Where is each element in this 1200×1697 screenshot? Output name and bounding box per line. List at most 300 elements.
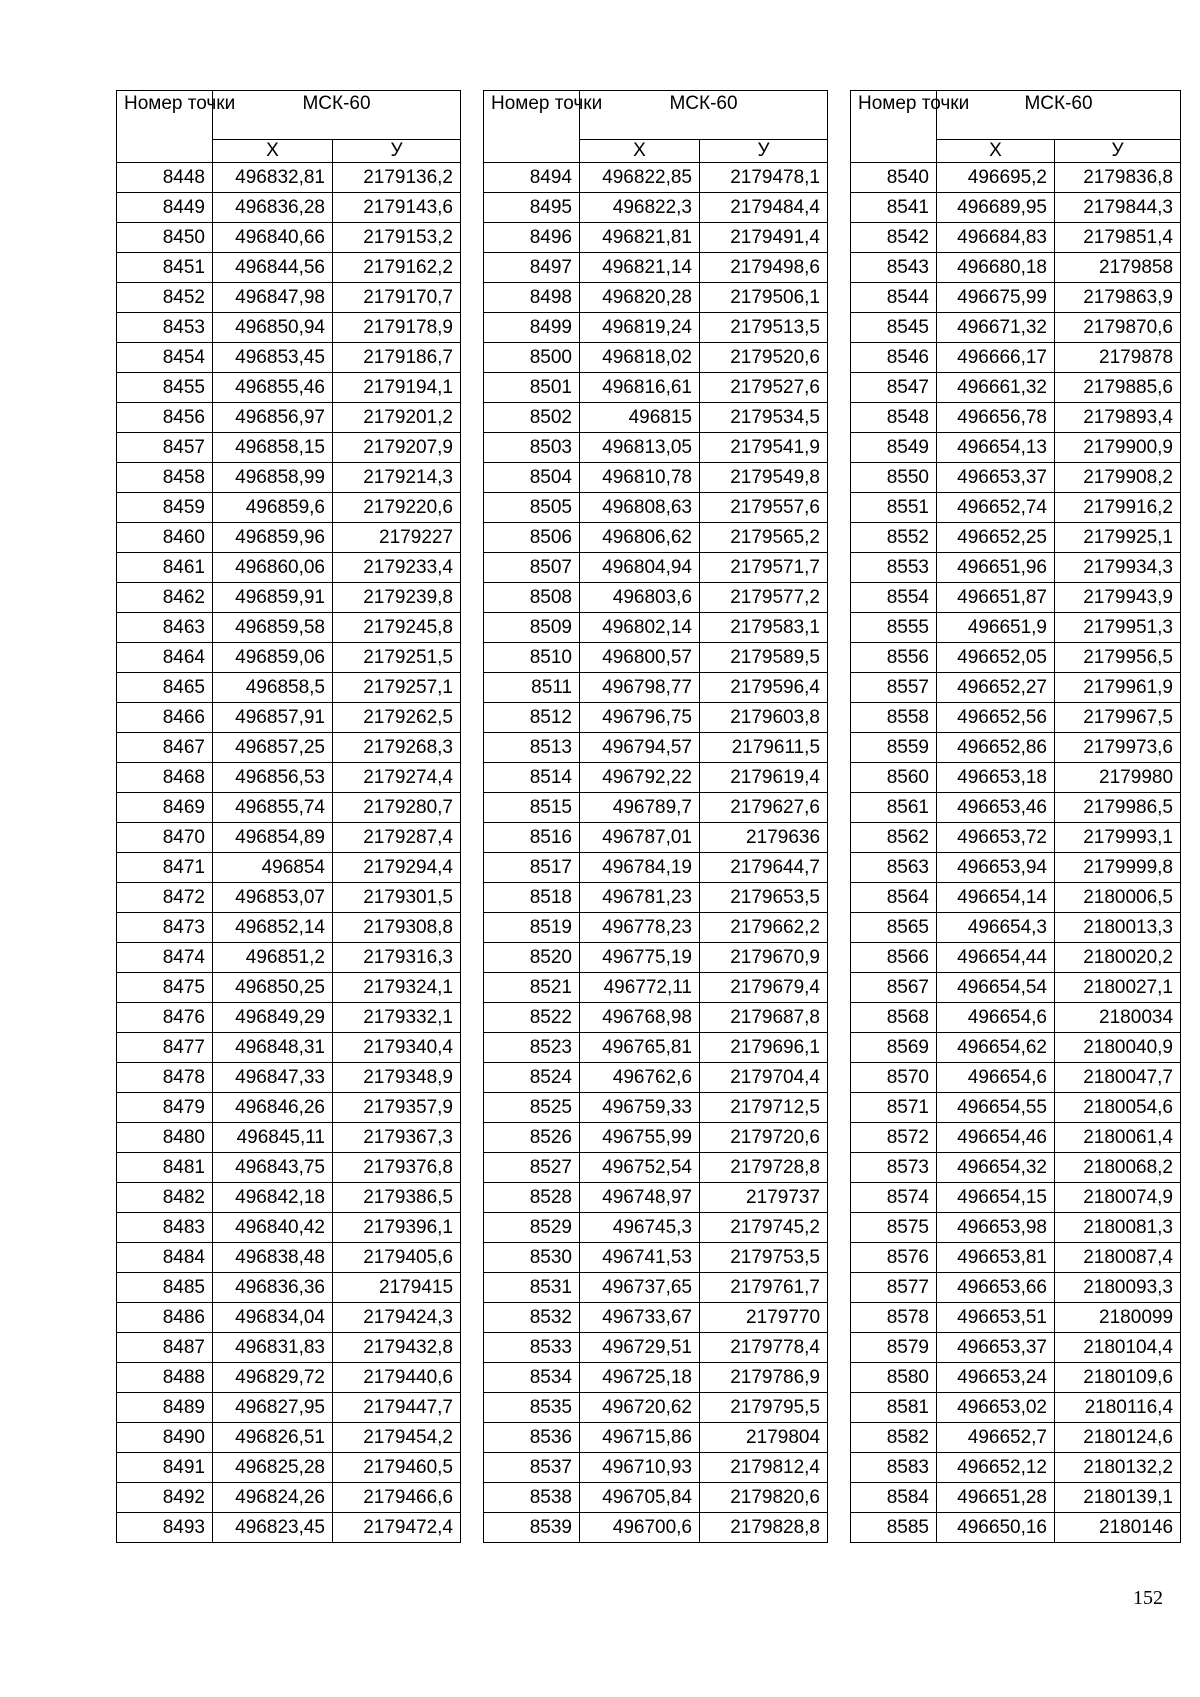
y-coordinate-cell: 2179332,1: [333, 1003, 461, 1033]
point-number-cell: 8480: [117, 1123, 213, 1153]
table-row: [851, 553, 1181, 583]
point-number-cell: 8565: [851, 913, 937, 943]
y-coordinate-cell: 2179170,7: [333, 283, 461, 313]
coordinates-table-1: [116, 90, 461, 1543]
x-coordinate-cell: 496843,75: [213, 1153, 333, 1183]
point-number-cell: 8473: [117, 913, 213, 943]
x-coordinate-cell: 496800,57: [580, 643, 700, 673]
table-row: [117, 1183, 461, 1213]
x-coordinate-cell: 496816,61: [580, 373, 700, 403]
point-number-cell: 8482: [117, 1183, 213, 1213]
point-number-cell: 8545: [851, 313, 937, 343]
table-row: [117, 193, 461, 223]
x-coordinate-cell: 496827,95: [213, 1393, 333, 1423]
y-coordinate-cell: 2179178,9: [333, 313, 461, 343]
point-number-cell: 8579: [851, 1333, 937, 1363]
x-coordinate-cell: 496652,12: [937, 1453, 1055, 1483]
y-coordinate-cell: 2180087,4: [1055, 1243, 1181, 1273]
y-coordinate-cell: 2179858: [1055, 253, 1181, 283]
y-coordinate-cell: 2180081,3: [1055, 1213, 1181, 1243]
x-coordinate-cell: 496858,15: [213, 433, 333, 463]
y-coordinate-cell: 2180020,2: [1055, 943, 1181, 973]
y-coordinate-cell: 2179644,7: [700, 853, 828, 883]
y-coordinate-cell: 2179980: [1055, 763, 1181, 793]
y-coordinate-cell: 2179287,4: [333, 823, 461, 853]
table-row: [484, 1423, 828, 1453]
x-coordinate-cell: 496850,94: [213, 313, 333, 343]
point-number-cell: 8474: [117, 943, 213, 973]
point-number-cell: 8485: [117, 1273, 213, 1303]
y-coordinate-cell: 2180040,9: [1055, 1033, 1181, 1063]
y-coordinate-cell: 2179951,3: [1055, 613, 1181, 643]
x-coordinate-cell: 496652,7: [937, 1423, 1055, 1453]
x-coordinate-cell: 496829,72: [213, 1363, 333, 1393]
y-coordinate-cell: 2180027,1: [1055, 973, 1181, 1003]
point-number-cell: 8470: [117, 823, 213, 853]
x-coordinate-cell: 496848,31: [213, 1033, 333, 1063]
x-coordinate-cell: 496772,11: [580, 973, 700, 1003]
table-row: [851, 373, 1181, 403]
coordinate-system-header: МСК-60: [937, 91, 1181, 140]
point-number-cell: 8458: [117, 463, 213, 493]
point-number-cell: 8520: [484, 943, 580, 973]
table-row: [484, 673, 828, 703]
point-number-cell: 8574: [851, 1183, 937, 1213]
point-number-cell: 8562: [851, 823, 937, 853]
point-number-cell: 8537: [484, 1453, 580, 1483]
x-coordinate-cell: 496803,6: [580, 583, 700, 613]
table-row: [851, 583, 1181, 613]
x-coordinate-cell: 496794,57: [580, 733, 700, 763]
table-row: [117, 463, 461, 493]
x-coordinate-cell: 496804,94: [580, 553, 700, 583]
y-coordinate-cell: 2179704,4: [700, 1063, 828, 1093]
table-row: [484, 1003, 828, 1033]
point-number-cell: 8452: [117, 283, 213, 313]
y-coordinate-cell: 2179376,8: [333, 1153, 461, 1183]
x-coordinate-cell: 496856,97: [213, 403, 333, 433]
y-coordinate-cell: 2180061,4: [1055, 1123, 1181, 1153]
y-header: У: [1055, 140, 1181, 163]
x-coordinate-cell: 496755,99: [580, 1123, 700, 1153]
table-row: [851, 823, 1181, 853]
x-coordinate-cell: 496852,14: [213, 913, 333, 943]
x-coordinate-cell: 496653,46: [937, 793, 1055, 823]
point-number-cell: 8559: [851, 733, 937, 763]
y-coordinate-cell: 2179472,4: [333, 1513, 461, 1543]
y-coordinate-cell: 2180139,1: [1055, 1483, 1181, 1513]
table-row: [117, 1033, 461, 1063]
y-coordinate-cell: 2179233,4: [333, 553, 461, 583]
point-number-cell: 8512: [484, 703, 580, 733]
point-number-cell: 8475: [117, 973, 213, 1003]
x-coordinate-cell: 496845,11: [213, 1123, 333, 1153]
table-row: [851, 1423, 1181, 1453]
point-number-cell: 8540: [851, 163, 937, 193]
x-coordinate-cell: 496653,02: [937, 1393, 1055, 1423]
x-coordinate-cell: 496656,78: [937, 403, 1055, 433]
table-row: [484, 943, 828, 973]
x-coordinate-cell: 496762,6: [580, 1063, 700, 1093]
y-coordinate-cell: 2179513,5: [700, 313, 828, 343]
y-coordinate-cell: 2179925,1: [1055, 523, 1181, 553]
point-number-header: Номер точки: [851, 91, 937, 163]
y-coordinate-cell: 2179357,9: [333, 1093, 461, 1123]
x-coordinate-cell: 496821,81: [580, 223, 700, 253]
point-number-cell: 8581: [851, 1393, 937, 1423]
table-row: [484, 553, 828, 583]
point-number-cell: 8502: [484, 403, 580, 433]
table-row: [117, 1213, 461, 1243]
table-row: [117, 343, 461, 373]
point-number-cell: 8575: [851, 1213, 937, 1243]
x-coordinate-cell: 496759,33: [580, 1093, 700, 1123]
table-row: [851, 643, 1181, 673]
y-coordinate-cell: 2179257,1: [333, 673, 461, 703]
table-row: [484, 1063, 828, 1093]
table-row: [484, 493, 828, 523]
y-coordinate-cell: 2179900,9: [1055, 433, 1181, 463]
table-row: [851, 1153, 1181, 1183]
table-row: [851, 163, 1181, 193]
x-coordinate-cell: 496857,91: [213, 703, 333, 733]
y-coordinate-cell: 2179737: [700, 1183, 828, 1213]
x-coordinate-cell: 496825,28: [213, 1453, 333, 1483]
y-coordinate-cell: 2179162,2: [333, 253, 461, 283]
table-row: [484, 1363, 828, 1393]
x-coordinate-cell: 496781,23: [580, 883, 700, 913]
point-number-cell: 8554: [851, 583, 937, 613]
x-coordinate-cell: 496860,06: [213, 553, 333, 583]
table-row: [851, 433, 1181, 463]
x-coordinate-cell: 496654,54: [937, 973, 1055, 1003]
y-coordinate-cell: 2179440,6: [333, 1363, 461, 1393]
table-row: [117, 313, 461, 343]
point-number-cell: 8451: [117, 253, 213, 283]
x-coordinate-cell: 496653,94: [937, 853, 1055, 883]
table-row: [484, 703, 828, 733]
y-coordinate-cell: 2179534,5: [700, 403, 828, 433]
x-coordinate-cell: 496651,28: [937, 1483, 1055, 1513]
x-coordinate-cell: 496820,28: [580, 283, 700, 313]
x-coordinate-cell: 496796,75: [580, 703, 700, 733]
y-coordinate-cell: 2179943,9: [1055, 583, 1181, 613]
point-number-cell: 8584: [851, 1483, 937, 1513]
table-row: [117, 493, 461, 523]
table-row: [117, 1393, 461, 1423]
y-header: У: [700, 140, 828, 163]
x-coordinate-cell: 496818,02: [580, 343, 700, 373]
x-coordinate-cell: 496654,32: [937, 1153, 1055, 1183]
point-number-cell: 8536: [484, 1423, 580, 1453]
y-coordinate-cell: 2179491,4: [700, 223, 828, 253]
x-coordinate-cell: 496836,36: [213, 1273, 333, 1303]
point-number-cell: 8460: [117, 523, 213, 553]
table-row: [117, 523, 461, 553]
y-coordinate-cell: 2179583,1: [700, 613, 828, 643]
x-coordinate-cell: 496653,81: [937, 1243, 1055, 1273]
y-coordinate-cell: 2179506,1: [700, 283, 828, 313]
x-coordinate-cell: 496720,62: [580, 1393, 700, 1423]
point-number-cell: 8585: [851, 1513, 937, 1543]
point-number-cell: 8518: [484, 883, 580, 913]
table-row: [851, 1183, 1181, 1213]
table-row: [851, 1513, 1181, 1543]
point-number-cell: 8541: [851, 193, 937, 223]
y-coordinate-cell: 2179878: [1055, 343, 1181, 373]
table-row: [851, 1033, 1181, 1063]
x-coordinate-cell: 496654,3: [937, 913, 1055, 943]
y-coordinate-cell: 2179571,7: [700, 553, 828, 583]
table-row: [117, 1123, 461, 1153]
table-row: [117, 1243, 461, 1273]
y-coordinate-cell: 2179636: [700, 823, 828, 853]
x-coordinate-cell: 496792,22: [580, 763, 700, 793]
point-number-cell: 8567: [851, 973, 937, 1003]
x-coordinate-cell: 496832,81: [213, 163, 333, 193]
point-number-cell: 8483: [117, 1213, 213, 1243]
point-number-cell: 8558: [851, 703, 937, 733]
point-number-cell: 8456: [117, 403, 213, 433]
table-row: [484, 283, 828, 313]
coordinate-system-header: МСК-60: [580, 91, 828, 140]
y-coordinate-cell: 2179201,2: [333, 403, 461, 433]
x-coordinate-cell: 496857,25: [213, 733, 333, 763]
y-coordinate-cell: 2179460,5: [333, 1453, 461, 1483]
table-row: [117, 553, 461, 583]
table-row: [484, 823, 828, 853]
point-number-cell: 8555: [851, 613, 937, 643]
x-coordinate-cell: 496653,24: [937, 1363, 1055, 1393]
coordinates-table-3: [850, 90, 1181, 1543]
y-coordinate-cell: 2179986,5: [1055, 793, 1181, 823]
y-coordinate-cell: 2179908,2: [1055, 463, 1181, 493]
x-coordinate-cell: 496666,17: [937, 343, 1055, 373]
y-coordinate-cell: 2179348,9: [333, 1063, 461, 1093]
y-coordinate-cell: 2179851,4: [1055, 223, 1181, 253]
point-number-cell: 8525: [484, 1093, 580, 1123]
y-coordinate-cell: 2180093,3: [1055, 1273, 1181, 1303]
point-number-cell: 8464: [117, 643, 213, 673]
y-coordinate-cell: 2179596,4: [700, 673, 828, 703]
x-coordinate-cell: 496653,18: [937, 763, 1055, 793]
y-coordinate-cell: 2179728,8: [700, 1153, 828, 1183]
y-coordinate-cell: 2179893,4: [1055, 403, 1181, 433]
table-row: [117, 613, 461, 643]
table-row: [117, 1423, 461, 1453]
point-number-cell: 8463: [117, 613, 213, 643]
y-coordinate-cell: 2179804: [700, 1423, 828, 1453]
table-row: [484, 1513, 828, 1543]
point-number-cell: 8449: [117, 193, 213, 223]
y-coordinate-cell: 2179386,5: [333, 1183, 461, 1213]
y-coordinate-cell: 2179396,1: [333, 1213, 461, 1243]
point-number-cell: 8498: [484, 283, 580, 313]
table-row: [117, 1273, 461, 1303]
coordinates-table-2: [483, 90, 828, 1543]
point-number-cell: 8566: [851, 943, 937, 973]
x-coordinate-cell: 496853,45: [213, 343, 333, 373]
y-coordinate-cell: 2179527,6: [700, 373, 828, 403]
y-coordinate-cell: 2179812,4: [700, 1453, 828, 1483]
table-row: [851, 1213, 1181, 1243]
point-number-cell: 8448: [117, 163, 213, 193]
table-row: [851, 1393, 1181, 1423]
x-coordinate-cell: 496859,06: [213, 643, 333, 673]
table-row: [117, 373, 461, 403]
point-number-cell: 8481: [117, 1153, 213, 1183]
y-coordinate-cell: 2179696,1: [700, 1033, 828, 1063]
y-coordinate-cell: 2180146: [1055, 1513, 1181, 1543]
y-coordinate-cell: 2179670,9: [700, 943, 828, 973]
x-coordinate-cell: 496768,98: [580, 1003, 700, 1033]
y-coordinate-cell: 2179956,5: [1055, 643, 1181, 673]
table-row: [117, 583, 461, 613]
y-coordinate-cell: 2180013,3: [1055, 913, 1181, 943]
x-coordinate-cell: 496653,98: [937, 1213, 1055, 1243]
x-coordinate-cell: 496680,18: [937, 253, 1055, 283]
point-number-cell: 8489: [117, 1393, 213, 1423]
point-number-cell: 8492: [117, 1483, 213, 1513]
x-coordinate-cell: 496654,14: [937, 883, 1055, 913]
y-coordinate-cell: 2179245,8: [333, 613, 461, 643]
y-coordinate-cell: 2179870,6: [1055, 313, 1181, 343]
point-number-cell: 8479: [117, 1093, 213, 1123]
point-number-cell: 8527: [484, 1153, 580, 1183]
table-row: [117, 1513, 461, 1543]
y-coordinate-cell: 2180047,7: [1055, 1063, 1181, 1093]
x-header: Х: [937, 140, 1055, 163]
y-coordinate-cell: 2179136,2: [333, 163, 461, 193]
y-coordinate-cell: 2179251,5: [333, 643, 461, 673]
table-row: [851, 703, 1181, 733]
table-row: [117, 1093, 461, 1123]
point-number-cell: 8500: [484, 343, 580, 373]
y-coordinate-cell: 2179424,3: [333, 1303, 461, 1333]
table-row: [117, 853, 461, 883]
point-number-cell: 8457: [117, 433, 213, 463]
table-row: [851, 463, 1181, 493]
y-coordinate-cell: 2180054,6: [1055, 1093, 1181, 1123]
x-header: Х: [213, 140, 333, 163]
point-number-cell: 8557: [851, 673, 937, 703]
y-coordinate-cell: 2179484,4: [700, 193, 828, 223]
y-coordinate-cell: 2179262,5: [333, 703, 461, 733]
x-coordinate-cell: 496838,48: [213, 1243, 333, 1273]
point-number-cell: 8471: [117, 853, 213, 883]
point-number-cell: 8580: [851, 1363, 937, 1393]
table-row: [117, 793, 461, 823]
table-row: [851, 403, 1181, 433]
point-number-cell: 8542: [851, 223, 937, 253]
point-number-cell: 8476: [117, 1003, 213, 1033]
x-coordinate-cell: 496651,9: [937, 613, 1055, 643]
table-row: [117, 1063, 461, 1093]
x-coordinate-cell: 496819,24: [580, 313, 700, 343]
x-coordinate-cell: 496853,07: [213, 883, 333, 913]
x-coordinate-cell: 496859,96: [213, 523, 333, 553]
table-row: [484, 1123, 828, 1153]
point-number-cell: 8552: [851, 523, 937, 553]
x-coordinate-cell: 496847,98: [213, 283, 333, 313]
x-coordinate-cell: 496653,51: [937, 1303, 1055, 1333]
point-number-cell: 8516: [484, 823, 580, 853]
table-row: [484, 973, 828, 1003]
y-coordinate-cell: 2179712,5: [700, 1093, 828, 1123]
y-coordinate-cell: 2179611,5: [700, 733, 828, 763]
x-coordinate-cell: 496725,18: [580, 1363, 700, 1393]
y-coordinate-cell: 2179934,3: [1055, 553, 1181, 583]
x-coordinate-cell: 496654,55: [937, 1093, 1055, 1123]
x-coordinate-cell: 496847,33: [213, 1063, 333, 1093]
x-coordinate-cell: 496653,66: [937, 1273, 1055, 1303]
y-coordinate-cell: 2180034: [1055, 1003, 1181, 1033]
y-coordinate-cell: 2179478,1: [700, 163, 828, 193]
y-coordinate-cell: 2179220,6: [333, 493, 461, 523]
x-coordinate-cell: 496654,46: [937, 1123, 1055, 1153]
table-row: [117, 763, 461, 793]
point-number-cell: 8534: [484, 1363, 580, 1393]
point-number-cell: 8526: [484, 1123, 580, 1153]
point-number-cell: 8533: [484, 1333, 580, 1363]
table-row: [484, 613, 828, 643]
x-coordinate-cell: 496661,32: [937, 373, 1055, 403]
table-row: [484, 643, 828, 673]
y-coordinate-cell: 2179498,6: [700, 253, 828, 283]
x-coordinate-cell: 496787,01: [580, 823, 700, 853]
x-coordinate-cell: 496826,51: [213, 1423, 333, 1453]
point-number-cell: 8568: [851, 1003, 937, 1033]
y-coordinate-cell: 2179268,3: [333, 733, 461, 763]
y-coordinate-cell: 2179280,7: [333, 793, 461, 823]
y-coordinate-cell: 2179961,9: [1055, 673, 1181, 703]
y-coordinate-cell: 2180116,4: [1055, 1393, 1181, 1423]
table-row: [484, 1273, 828, 1303]
table-row: [117, 1333, 461, 1363]
y-coordinate-cell: 2179589,5: [700, 643, 828, 673]
y-coordinate-cell: 2179885,6: [1055, 373, 1181, 403]
point-number-cell: 8564: [851, 883, 937, 913]
x-coordinate-cell: 496822,3: [580, 193, 700, 223]
point-number-cell: 8490: [117, 1423, 213, 1453]
x-coordinate-cell: 496840,42: [213, 1213, 333, 1243]
y-coordinate-cell: 2180006,5: [1055, 883, 1181, 913]
x-coordinate-cell: 496854,89: [213, 823, 333, 853]
x-coordinate-cell: 496851,2: [213, 943, 333, 973]
x-coordinate-cell: 496653,37: [937, 463, 1055, 493]
y-coordinate-cell: 2179820,6: [700, 1483, 828, 1513]
table-row: [484, 433, 828, 463]
x-coordinate-cell: 496842,18: [213, 1183, 333, 1213]
x-coordinate-cell: 496823,45: [213, 1513, 333, 1543]
table-row: [484, 1153, 828, 1183]
point-number-cell: 8519: [484, 913, 580, 943]
table-row: [117, 1303, 461, 1333]
y-coordinate-cell: 2179447,7: [333, 1393, 461, 1423]
x-coordinate-cell: 496710,93: [580, 1453, 700, 1483]
x-coordinate-cell: 496850,25: [213, 973, 333, 1003]
table-row: [851, 1003, 1181, 1033]
y-coordinate-cell: 2179316,3: [333, 943, 461, 973]
table-row: [851, 613, 1181, 643]
y-coordinate-cell: 2179405,6: [333, 1243, 461, 1273]
table-row: [851, 1243, 1181, 1273]
x-coordinate-cell: 496745,3: [580, 1213, 700, 1243]
point-number-cell: 8553: [851, 553, 937, 583]
table-row: [484, 1033, 828, 1063]
point-number-cell: 8454: [117, 343, 213, 373]
x-coordinate-cell: 496654,6: [937, 1003, 1055, 1033]
